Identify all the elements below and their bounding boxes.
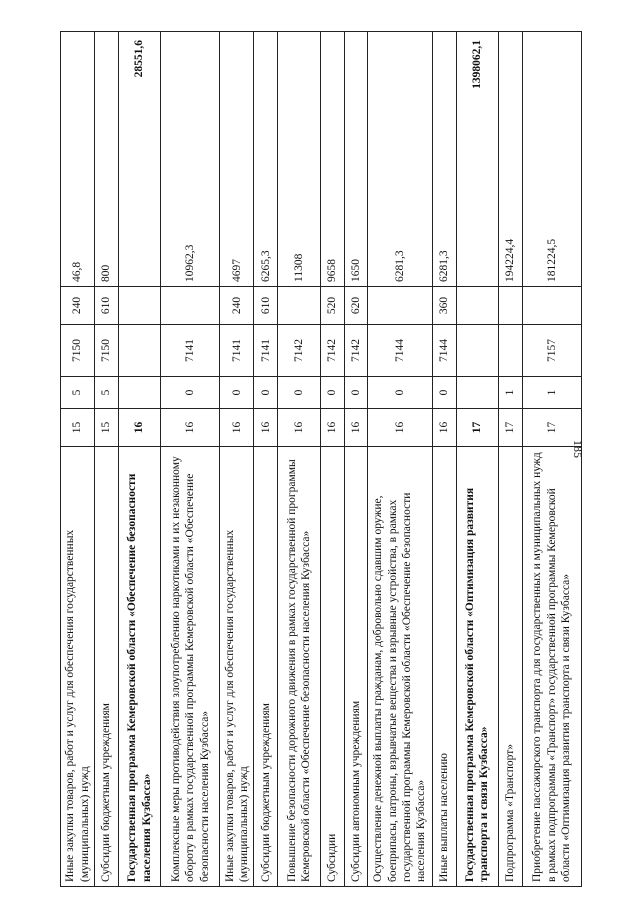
row-amount: 6281,3 [368,32,433,287]
row-code-1: 16 [432,409,456,447]
row-code-3 [456,325,499,377]
row-code-3: 7144 [432,325,456,377]
row-name: Субсидии [320,447,344,887]
budget-table [60,31,582,887]
row-code-3 [499,325,523,377]
table-row [456,32,499,887]
row-code-1: 17 [522,409,581,447]
row-name: Субсидии бюджетным учреждениям [254,447,278,887]
row-code-2: 0 [320,377,344,409]
row-code-2: 0 [278,377,321,409]
table-row [320,32,344,887]
row-code-3: 7141 [161,325,220,377]
row-amount: 28551,6 [118,32,161,287]
row-name: Приобретение пассажирского транспорта для государственных и муниципальных нужд в рамках подпрограммы «Транспорт» государственной программы Кемеровской области «Оптимизация развития транспорта и связи Кузбасса» [522,447,581,887]
row-code-1: 16 [368,409,433,447]
row-code-4 [118,287,161,325]
row-code-1: 15 [61,409,95,447]
row-name: Комплексные меры противодействия злоупотреблению наркотиками и их незаконному обороту в рамках государственной программы Кемеровской области «Обеспечение безопасности населения Кузбасса» [161,447,220,887]
row-name: Осуществление денежной выплаты гражданам, добровольно сдавшим оружие, боеприпасы, патроны, взрывчатые вещества и взрывные устройства, в рамках государственной программы Кемеровской области «Обеспечение безопасности населения Кузбасса» [368,447,433,887]
row-code-1: 15 [95,409,119,447]
row-code-2: 5 [95,377,119,409]
row-code-3: 7142 [344,325,368,377]
table-row [344,32,368,887]
table-row [499,32,523,887]
row-name: Подпрограмма «Транспорт» [499,447,523,887]
row-code-1: 16 [161,409,220,447]
row-code-1: 16 [220,409,254,447]
row-code-1: 17 [499,409,523,447]
row-amount: 4697 [220,32,254,287]
row-code-2 [118,377,161,409]
row-code-2: 0 [432,377,456,409]
row-code-4 [161,287,220,325]
row-code-2: 5 [61,377,95,409]
row-code-4: 520 [320,287,344,325]
table-row [61,32,95,887]
table-row [95,32,119,887]
row-code-4: 610 [95,287,119,325]
row-code-4: 240 [220,287,254,325]
row-code-1: 16 [254,409,278,447]
row-code-3: 7142 [278,325,321,377]
row-code-2 [456,377,499,409]
table-row [161,32,220,887]
row-amount: 46,8 [61,32,95,287]
row-amount: 6265,3 [254,32,278,287]
row-name: Государственная программа Кемеровской области «Оптимизация развития транспорта и связи Кузбасса» [456,447,499,887]
row-code-2: 0 [368,377,433,409]
row-code-4: 610 [254,287,278,325]
row-name: Иные закупки товаров, работ и услуг для обеспечения государственных (муниципальных) нужд [220,447,254,887]
row-name: Иные закупки товаров, работ и услуг для обеспечения государственных (муниципальных) нужд [61,447,95,887]
row-code-4 [522,287,581,325]
row-code-3: 7141 [254,325,278,377]
table-row [118,32,161,887]
row-code-2: 0 [161,377,220,409]
table-row [220,32,254,887]
row-code-4 [456,287,499,325]
row-name: Повышение безопасности дорожного движения в рамках государственной программы Кемеровской области «Обеспечение безопасности населения Кузбасса» [278,447,321,887]
row-amount: 800 [95,32,119,287]
row-code-3: 7157 [522,325,581,377]
row-code-3: 7144 [368,325,433,377]
row-code-1: 16 [278,409,321,447]
row-code-2: 1 [522,377,581,409]
row-code-3: 7150 [95,325,119,377]
row-amount: 10962,3 [161,32,220,287]
row-amount: 6281,3 [432,32,456,287]
row-code-4: 240 [61,287,95,325]
row-code-2: 0 [220,377,254,409]
row-code-4 [499,287,523,325]
row-code-3: 7142 [320,325,344,377]
table-body [61,32,582,887]
row-code-2: 0 [344,377,368,409]
row-amount: 9658 [320,32,344,287]
row-code-2: 1 [499,377,523,409]
row-code-1: 16 [320,409,344,447]
row-code-3: 7150 [61,325,95,377]
row-code-4 [278,287,321,325]
row-name: Субсидии бюджетным учреждениям [95,447,119,887]
row-code-1: 17 [456,409,499,447]
row-code-2: 0 [254,377,278,409]
row-code-3 [118,325,161,377]
row-name: Иные выплаты населению [432,447,456,887]
row-code-4 [368,287,433,325]
row-code-3: 7141 [220,325,254,377]
row-code-1: 16 [344,409,368,447]
table-row [432,32,456,887]
row-name: Субсидии автономным учреждениям [344,447,368,887]
page-number: 185 [571,440,585,458]
row-code-1: 16 [118,409,161,447]
row-name: Государственная программа Кемеровской области «Обеспечение безопасности населения Кузбасса» [118,447,161,887]
row-amount: 11308 [278,32,321,287]
table-row [522,32,581,887]
table-row [254,32,278,887]
row-amount: 194224,4 [499,32,523,287]
budget-table-rotated [60,32,582,887]
row-code-4: 620 [344,287,368,325]
table-row [278,32,321,887]
table-row [368,32,433,887]
row-amount: 1398062,1 [456,32,499,287]
row-code-4: 360 [432,287,456,325]
row-amount: 1650 [344,32,368,287]
row-amount: 181224,5 [522,32,581,287]
